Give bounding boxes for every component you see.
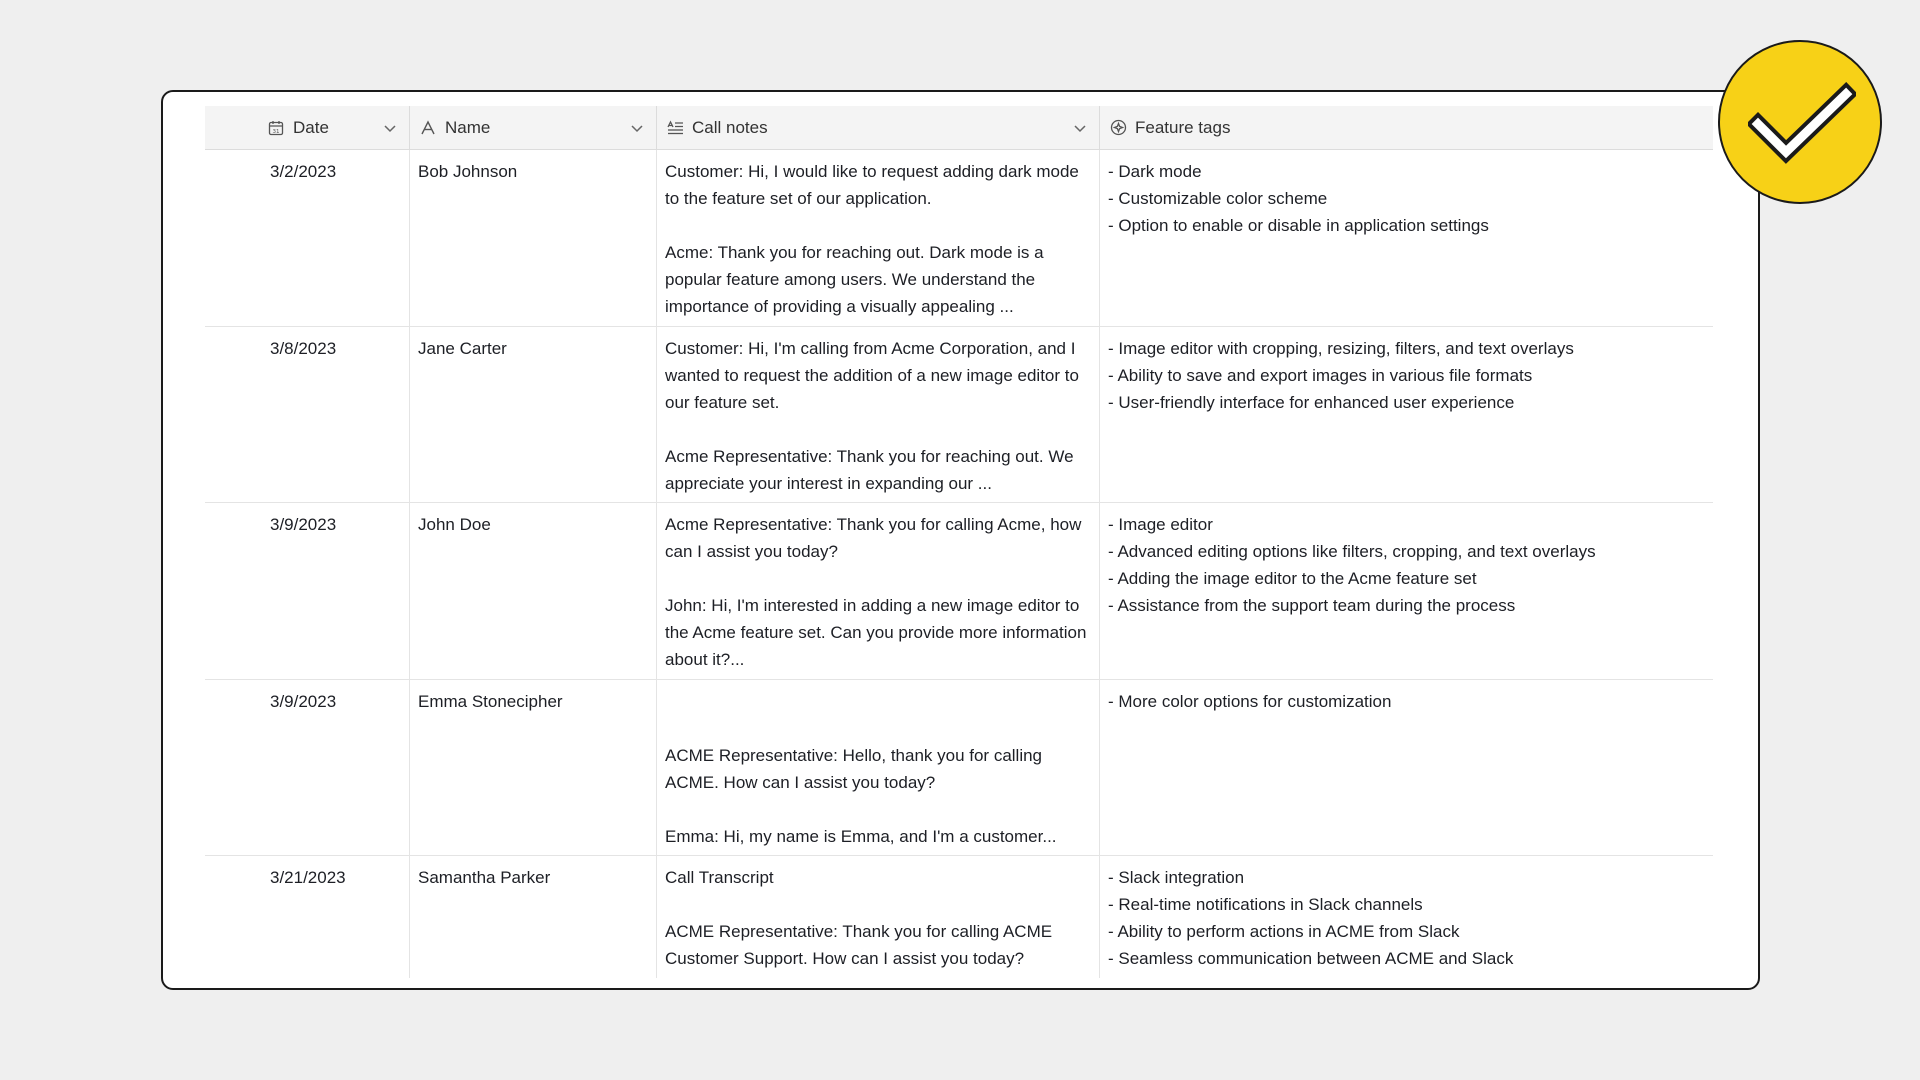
date-cell[interactable]: 3/9/2023 <box>205 503 410 679</box>
column-header-date-label: Date <box>293 117 329 137</box>
column-header-call-notes[interactable] <box>657 106 1100 149</box>
date-cell[interactable]: 3/8/2023 <box>205 327 410 503</box>
text-field-icon <box>419 119 437 137</box>
feature-tags-cell[interactable]: - Dark mode - Customizable color scheme - Option to enable or disable in application settings <box>1108 162 1489 235</box>
column-header-name[interactable] <box>410 106 657 149</box>
date-cell[interactable]: 3/21/2023 <box>205 856 410 978</box>
long-text-icon <box>666 119 684 137</box>
feature-tags-cell[interactable]: - Image editor with cropping, resizing, filters, and text overlays - Ability to save and export images in various file formats - User-friendly interface for enhanced user experience <box>1108 338 1574 412</box>
table-row[interactable] <box>205 150 1713 327</box>
data-table <box>205 106 1713 978</box>
date-cell[interactable]: 3/2/2023 <box>205 150 410 326</box>
table-card <box>161 90 1760 990</box>
table-row[interactable] <box>205 856 1713 978</box>
chevron-down-icon[interactable] <box>628 119 646 137</box>
call-notes-cell[interactable]: Call Transcript ACME Representative: Thank you for calling ACME Customer Support. How can I assist you today? <box>657 856 1100 978</box>
call-notes-cell[interactable]: ACME Representative: Hello, thank you for calling ACME. How can I assist you today? Emma: Hi, my name is Emma, and I'm a customer... <box>657 680 1100 856</box>
call-notes-cell[interactable]: Acme Representative: Thank you for calling Acme, how can I assist you today? John: Hi, I'm interested in adding a new image editor to the Acme feature set. Can you provide more information about it?... <box>657 503 1100 679</box>
chevron-down-icon[interactable] <box>381 119 399 137</box>
checkmark-badge <box>1718 40 1882 204</box>
column-header-date[interactable] <box>205 106 410 149</box>
call-notes-cell[interactable]: Customer: Hi, I'm calling from Acme Corporation, and I wanted to request the addition of a new image editor to our feature set. Acme Representative: Thank you for reaching out. We appreciate your interest in expanding our ... <box>657 327 1100 503</box>
name-cell[interactable]: John Doe <box>410 503 657 679</box>
calendar-icon <box>267 119 285 137</box>
name-cell[interactable]: Emma Stonecipher <box>410 680 657 856</box>
name-cell[interactable]: Samantha Parker <box>410 856 657 978</box>
call-notes-cell[interactable]: Customer: Hi, I would like to request adding dark mode to the feature set of our application. Acme: Thank you for reaching out. Dark mode is a popular feature among users. We understand the importance of providing a visually appealing ... <box>657 150 1100 326</box>
column-header-name-label: Name <box>445 117 491 137</box>
column-header-feature-tags[interactable] <box>1100 106 1713 149</box>
table-row[interactable] <box>205 680 1713 857</box>
feature-tags-cell[interactable]: - Slack integration - Real-time notifications in Slack channels - Ability to perform actions in ACME from Slack - Seamless communication between ACME and Slack <box>1108 868 1514 968</box>
checkmark-icon <box>1748 82 1856 168</box>
ai-sparkle-icon <box>1109 119 1127 137</box>
table-row[interactable] <box>205 503 1713 680</box>
table-header <box>205 106 1713 150</box>
name-cell[interactable]: Jane Carter <box>410 327 657 503</box>
chevron-down-icon[interactable] <box>1071 119 1089 137</box>
feature-tags-cell[interactable]: - More color options for customization <box>1108 691 1392 711</box>
column-header-feature-tags-label: Feature tags <box>1135 117 1231 137</box>
feature-tags-cell[interactable]: - Image editor - Advanced editing options like filters, cropping, and text overlays - Adding the image editor to the Acme feature set - Assistance from the support team during the process <box>1108 515 1596 615</box>
name-cell[interactable]: Bob Johnson <box>410 150 657 326</box>
table-row[interactable] <box>205 327 1713 504</box>
column-header-call-notes-label: Call notes <box>692 117 768 137</box>
svg-text:31: 31 <box>272 128 280 135</box>
date-cell[interactable]: 3/9/2023 <box>205 680 410 856</box>
